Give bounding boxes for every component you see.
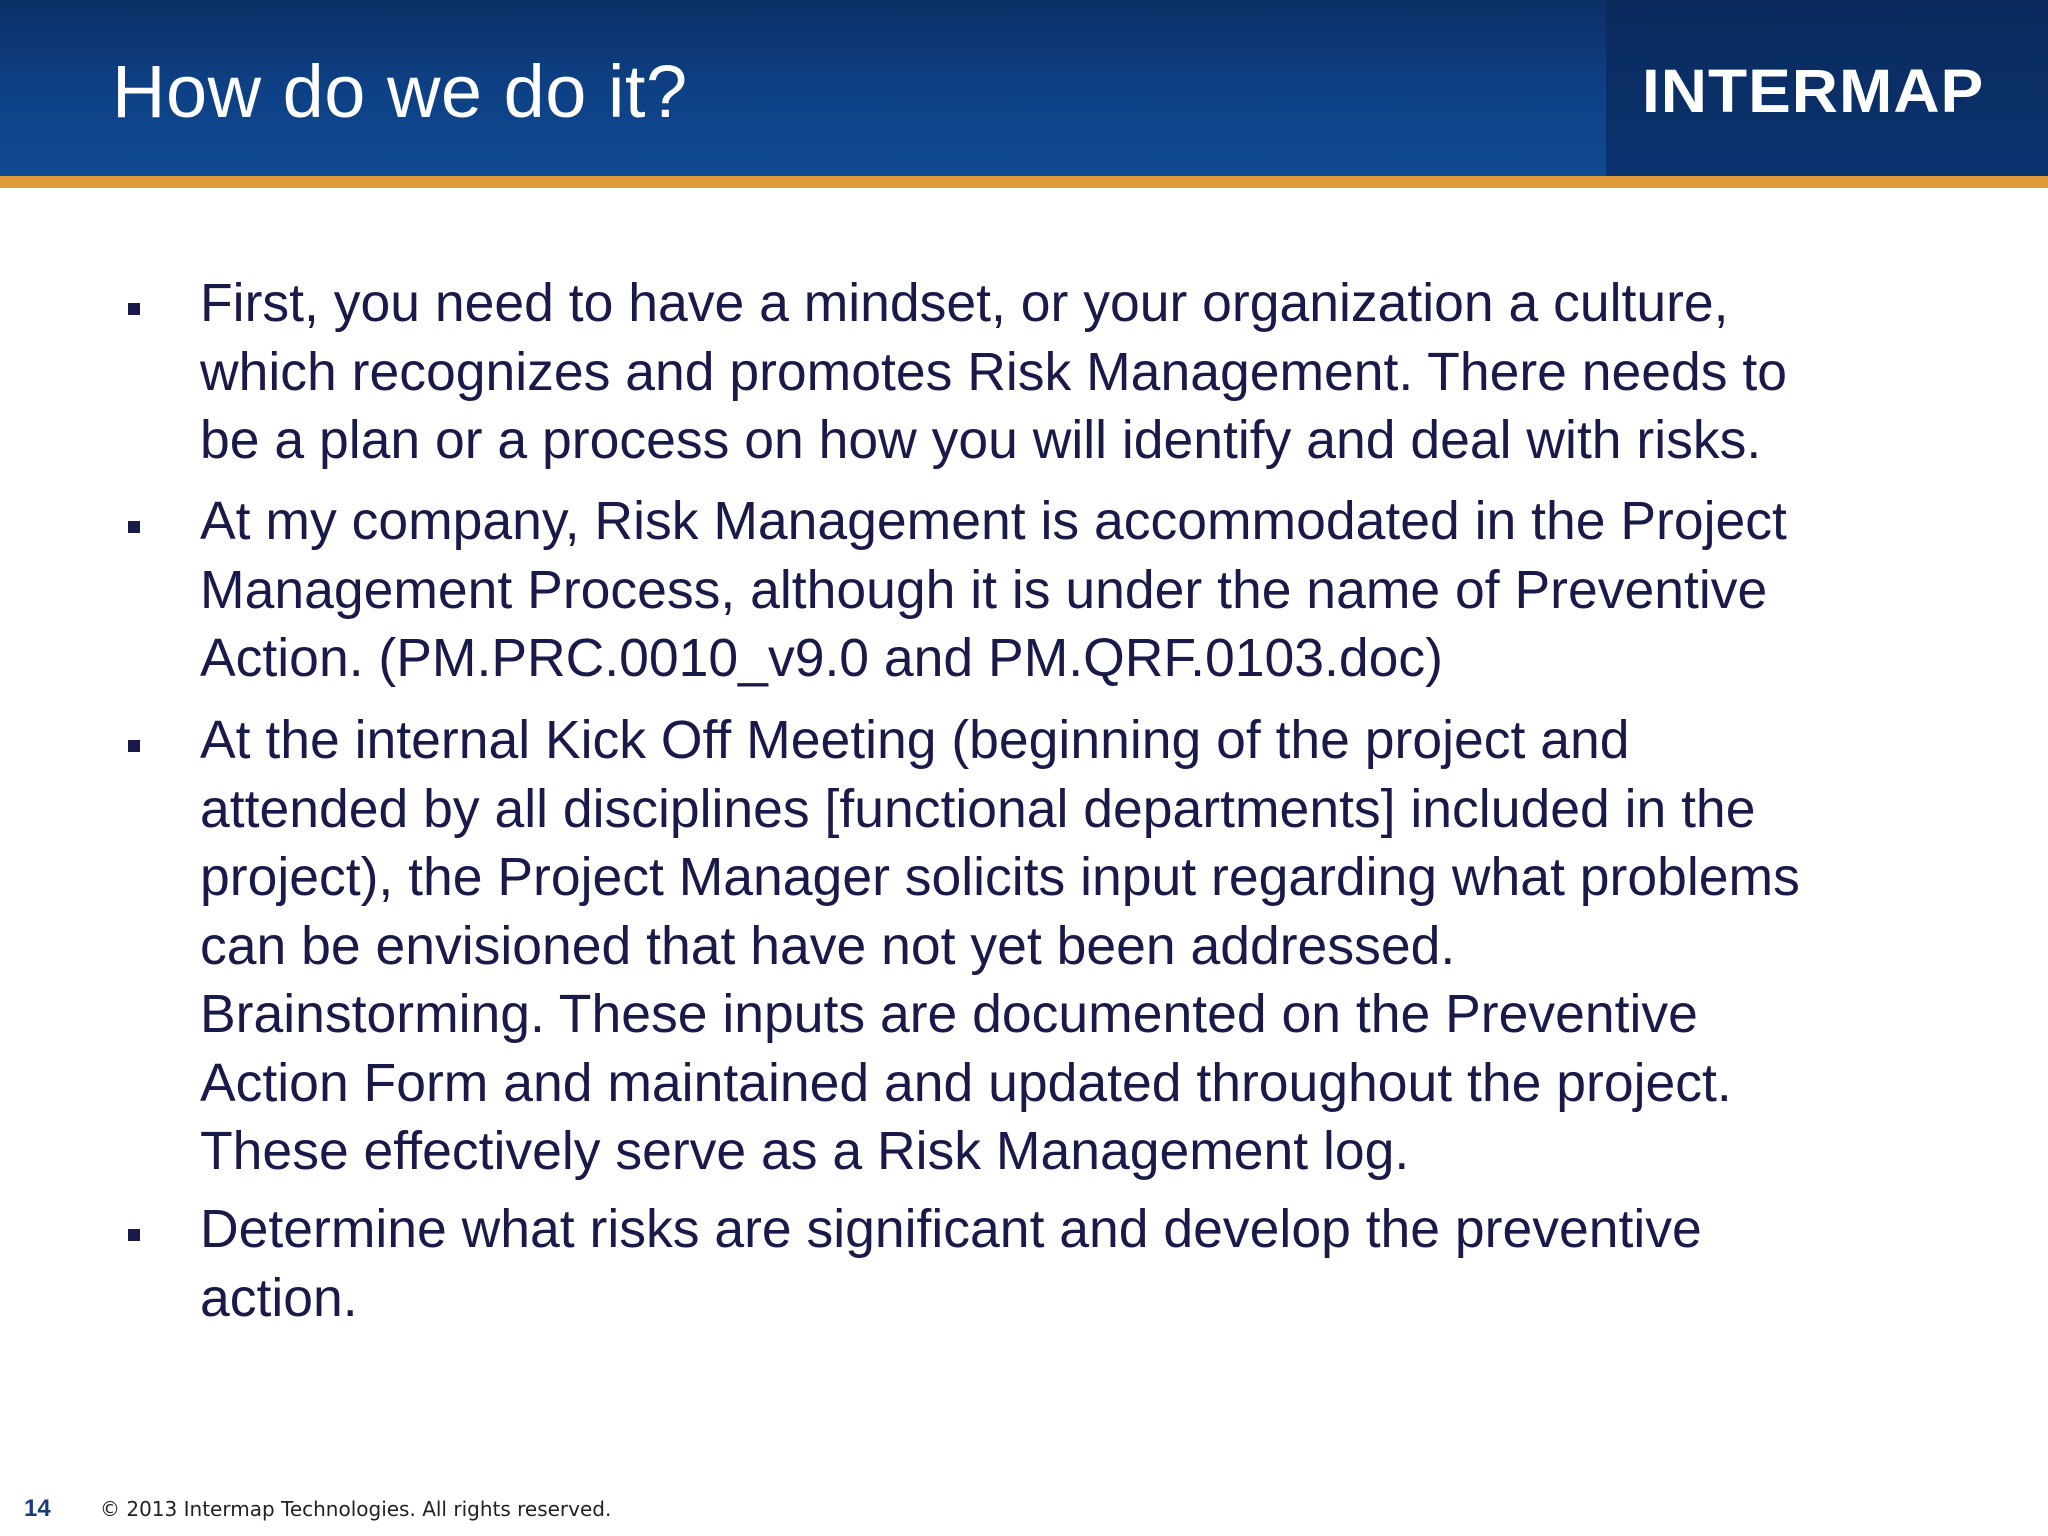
bullet-line: action. <box>200 1268 358 1328</box>
header-accent-stripe <box>0 176 2048 188</box>
bullet-line: Action Form and maintained and updated throughout the project. <box>200 1053 1732 1113</box>
copyright-notice: © 2013 Intermap Technologies. All rights reserved. <box>100 1497 612 1521</box>
bullet-text <box>200 1196 1920 1333</box>
bullet-line: attended by all disciplines [functional departments] included in the <box>200 779 1756 839</box>
bullet-line: These effectively serve as a Risk Management log. <box>200 1122 1410 1181</box>
bullet-line: which recognizes and promotes Risk Management. There needs to <box>200 342 1788 402</box>
bullet-square-icon <box>128 1229 140 1241</box>
bullet-square-icon <box>128 303 140 315</box>
intermap-logo: INTERMAP <box>1642 57 1985 126</box>
bullet-line: Brainstorming. These inputs are documented on the Preventive <box>200 985 1698 1044</box>
slide-number: 14 <box>24 1495 51 1522</box>
bullet-line: First, you need to have a mindset, or your organization a culture, <box>200 274 1729 333</box>
bullet-line: At the internal Kick Off Meeting (beginning of the project and <box>200 711 1630 770</box>
bullet-text <box>200 270 1920 476</box>
bullet-text <box>200 707 1920 1187</box>
bullet-line: can be envisioned that have not yet been addressed. <box>200 916 1456 976</box>
bullet-line: At my company, Risk Management is accommodated in the Project <box>200 492 1787 551</box>
bullet-line: Management Process, although it is under the name of Preventive <box>200 560 1768 620</box>
bullet-square-icon <box>128 521 140 533</box>
bullet-text <box>200 488 1920 694</box>
bullet-line: project), the Project Manager solicits input regarding what problems <box>200 848 1800 907</box>
page-title: How do we do it? <box>112 50 688 133</box>
bullet-line: Determine what risks are significant and develop the preventive <box>200 1200 1702 1259</box>
slide-header <box>0 0 2048 176</box>
bullet-square-icon <box>128 740 140 752</box>
bullet-line: be a plan or a process on how you will identify and deal with risks. <box>200 411 1762 470</box>
bullet-line: Action. (PM.PRC.0010_v9.0 and PM.QRF.0103.doc) <box>200 629 1443 688</box>
